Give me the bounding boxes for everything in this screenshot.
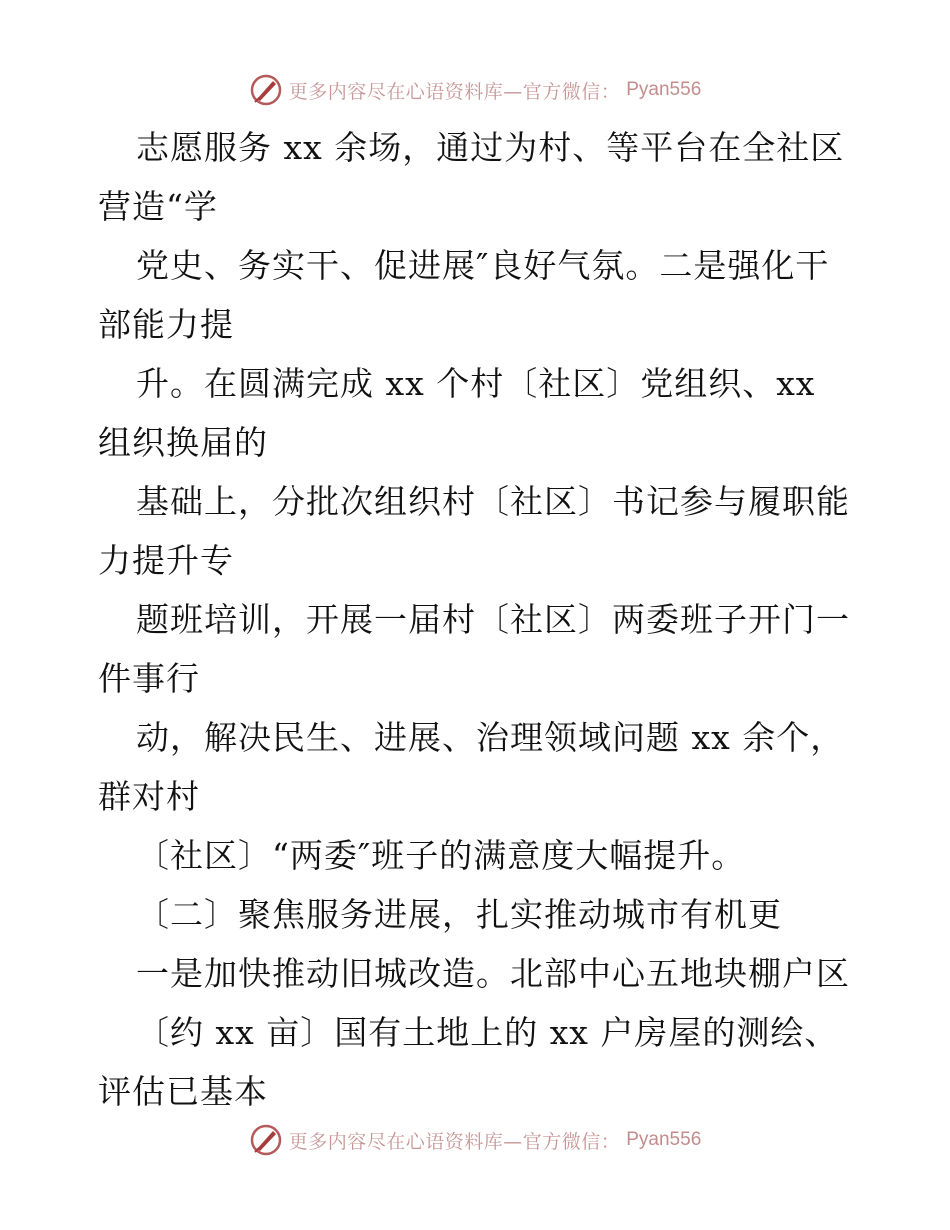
quill-logo-icon bbox=[249, 73, 283, 107]
text-line: 升。在圆满完成 xx 个村〔社区〕党组织、xx bbox=[136, 364, 816, 403]
watermark-brand: Pyan556 bbox=[626, 79, 702, 100]
text-line: 部能力提 bbox=[98, 305, 234, 344]
text-line: 动，解决民生、进展、治理领域问题 xx 余个， bbox=[136, 718, 845, 757]
text-line: 一是加快推动旧城改造。北部中心五地块棚户区 bbox=[136, 954, 850, 993]
text-line: 件事行 bbox=[98, 659, 200, 698]
header-watermark bbox=[0, 70, 950, 110]
text-line: 评估已基本 bbox=[98, 1072, 268, 1111]
text-line: 群对村 bbox=[98, 777, 200, 816]
text-line: 党史、务实干、促进展″良好气氛。二是强化干 bbox=[136, 246, 830, 285]
text-line: 营造“学 bbox=[98, 187, 218, 226]
text-line: 志愿服务 xx 余场，通过为村、等平台在全社区 bbox=[136, 128, 845, 167]
text-line: 基础上，分批次组织村〔社区〕书记参与履职能 bbox=[136, 482, 850, 521]
text-line: 组织换届的 bbox=[98, 423, 268, 462]
text-line: 〔社区〕“两委″班子的满意度大幅提升。 bbox=[136, 836, 746, 875]
watermark-text: 更多内容尽在心语资料库—官方微信： bbox=[288, 80, 621, 103]
watermark-brand: Pyan556 bbox=[626, 1129, 702, 1150]
footer-watermark bbox=[0, 1120, 950, 1160]
quill-logo-icon bbox=[249, 1123, 283, 1157]
text-line: 力提升专 bbox=[98, 541, 234, 580]
text-line: 题班培训，开展一届村〔社区〕两委班子开门一 bbox=[136, 600, 850, 639]
text-line: 〔约 xx 亩〕国有土地上的 xx 户房屋的测绘、 bbox=[136, 1013, 839, 1052]
text-line: 〔二〕聚焦服务进展，扎实推动城市有机更 bbox=[136, 895, 782, 934]
document-body bbox=[98, 118, 858, 1121]
watermark-text: 更多内容尽在心语资料库—官方微信： bbox=[288, 1130, 621, 1153]
